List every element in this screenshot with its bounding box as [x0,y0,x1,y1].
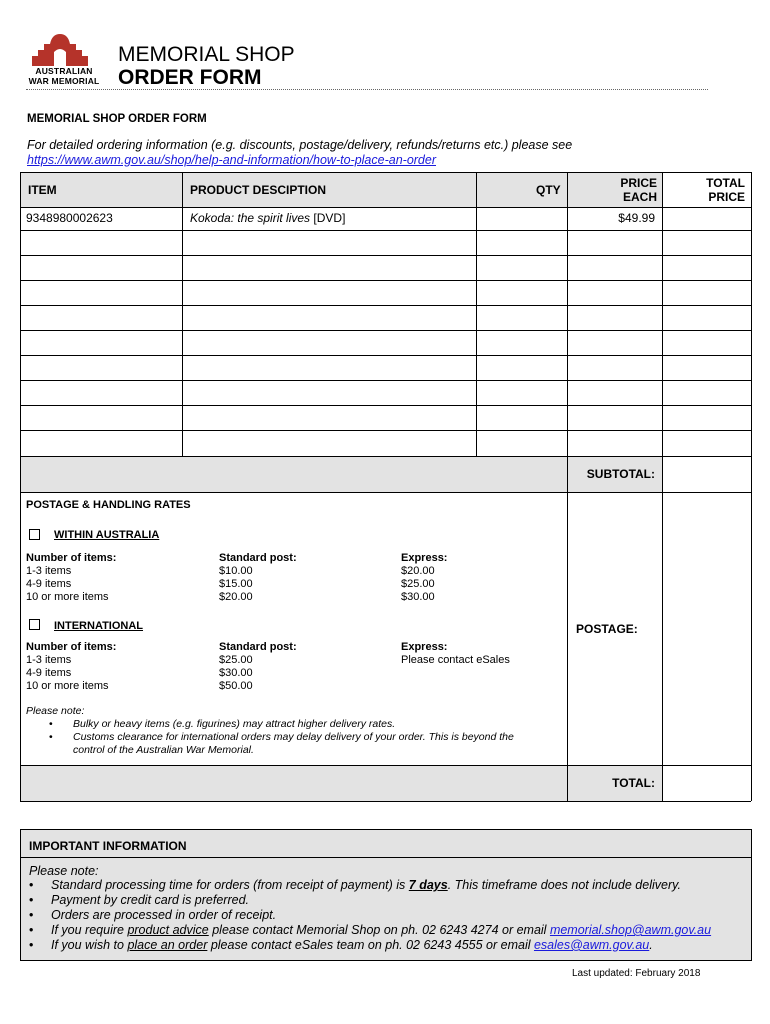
postage-value-field[interactable] [663,493,751,765]
international-checkbox[interactable] [29,619,40,630]
empty-row[interactable] [21,381,751,405]
section-title: MEMORIAL SHOP ORDER FORM [27,113,207,125]
total-value-field[interactable] [663,766,751,801]
postage-note-item-cont: control of the Australian War Memorial. [73,744,254,756]
empty-row[interactable] [21,231,751,255]
col-header-price-each: PRICE EACH [620,176,657,204]
intro-text: For detailed ordering information (e.g. discounts, postage/delivery, refunds/returns etc.) please see https://www.awm.gov.au/shop/help-and-information/how-to-place-an-order [27,138,573,167]
within-australia-checkbox[interactable] [29,529,40,540]
empty-row[interactable] [21,281,751,305]
empty-row[interactable] [21,331,751,355]
dom-express: $30.00 [401,591,435,603]
memorial-shop-email-link[interactable]: memorial.shop@awm.gov.au [549,923,712,937]
dom-items: 1-3 items [26,565,72,577]
empty-row[interactable] [21,306,751,330]
intl-standard: $50.00 [219,680,253,692]
info-item-payment: • Payment by credit card is preferred. [29,893,249,907]
row1-price[interactable]: $49.99 [618,211,655,225]
intl-items: 10 or more items [26,680,109,692]
empty-row[interactable] [21,356,751,380]
page-title: MEMORIAL SHOP [118,43,295,66]
empty-row[interactable] [21,431,751,455]
dom-col-standard-header: Standard post: [219,552,297,564]
col-header-total-price: TOTAL PRICE [706,176,745,204]
intl-items: 1-3 items [26,654,72,666]
col-header-description: PRODUCT DESCIPTION [190,183,327,197]
subtotal-row-bg [20,456,662,492]
page-subtitle: ORDER FORM [118,66,262,89]
col-header-item: ITEM [28,183,57,197]
awm-logo [24,32,104,66]
intl-express: Please contact eSales [401,654,510,666]
info-item-order-receipt: • Orders are processed in order of receipt. [29,908,277,922]
within-australia-label: WITHIN AUSTRALIA [54,529,160,541]
subtotal-value-field[interactable] [663,457,751,492]
empty-row[interactable] [21,406,751,430]
postage-rates-title: POSTAGE & HANDLING RATES [26,499,191,511]
important-info-title: IMPORTANT INFORMATION [29,839,187,853]
row1-item-code[interactable]: 9348980002623 [26,211,113,225]
dom-express: $25.00 [401,578,435,590]
total-row-bg [20,765,662,801]
row1-description[interactable]: Kokoda: the spirit lives [DVD] [190,211,346,225]
ordering-info-link[interactable]: https://www.awm.gov.au/shop/help-and-information/how-to-place-an-order [27,153,436,167]
esales-email-link[interactable]: esales@awm.gov.au [533,938,650,952]
total-label: TOTAL: [612,776,655,790]
intl-standard: $30.00 [219,667,253,679]
postage-label: POSTAGE: [576,622,638,636]
logo-wordmark: AUSTRALIAN WAR MEMORIAL [28,66,100,86]
postage-note-label: Please note: [26,705,85,717]
col-header-qty: QTY [536,183,561,197]
important-info-box [20,829,752,961]
international-label: INTERNATIONAL [54,620,144,632]
info-item-product-advice: • If you require product advice please contact Memorial Shop on ph. 02 6243 4274 or email memorial.shop@awm.gov.au [29,923,712,937]
dom-col-items-header: Number of items: [26,552,117,564]
intl-col-express-header: Express: [401,641,448,653]
intl-items: 4-9 items [26,667,72,679]
dom-standard: $15.00 [219,578,253,590]
dom-standard: $10.00 [219,565,253,577]
subtotal-label: SUBTOTAL: [586,467,655,481]
dom-items: 4-9 items [26,578,72,590]
info-item-processing: • Standard processing time for orders (from receipt of payment) is 7 days. This timeframe does not include delivery. [29,878,681,892]
intl-col-standard-header: Standard post: [219,641,297,653]
dom-col-express-header: Express: [401,552,448,564]
postage-note-item: • Customs clearance for international orders may delay delivery of your order. This is beyond the [49,731,514,743]
table-header-bg [20,172,662,207]
header-divider [26,89,708,90]
dom-standard: $20.00 [219,591,253,603]
last-updated: Last updated: February 2018 [572,968,701,979]
intl-col-items-header: Number of items: [26,641,117,653]
postage-note-item: • Bulky or heavy items (e.g. figurines) may attract higher delivery rates. [49,718,396,730]
empty-row[interactable] [21,256,751,280]
intl-standard: $25.00 [219,654,253,666]
dom-express: $20.00 [401,565,435,577]
important-note-label: Please note: [29,864,99,878]
dom-items: 10 or more items [26,591,109,603]
info-item-place-order: • If you wish to place an order please contact eSales team on ph. 02 6243 4555 or email esales@awm.gov.au. [29,938,653,952]
